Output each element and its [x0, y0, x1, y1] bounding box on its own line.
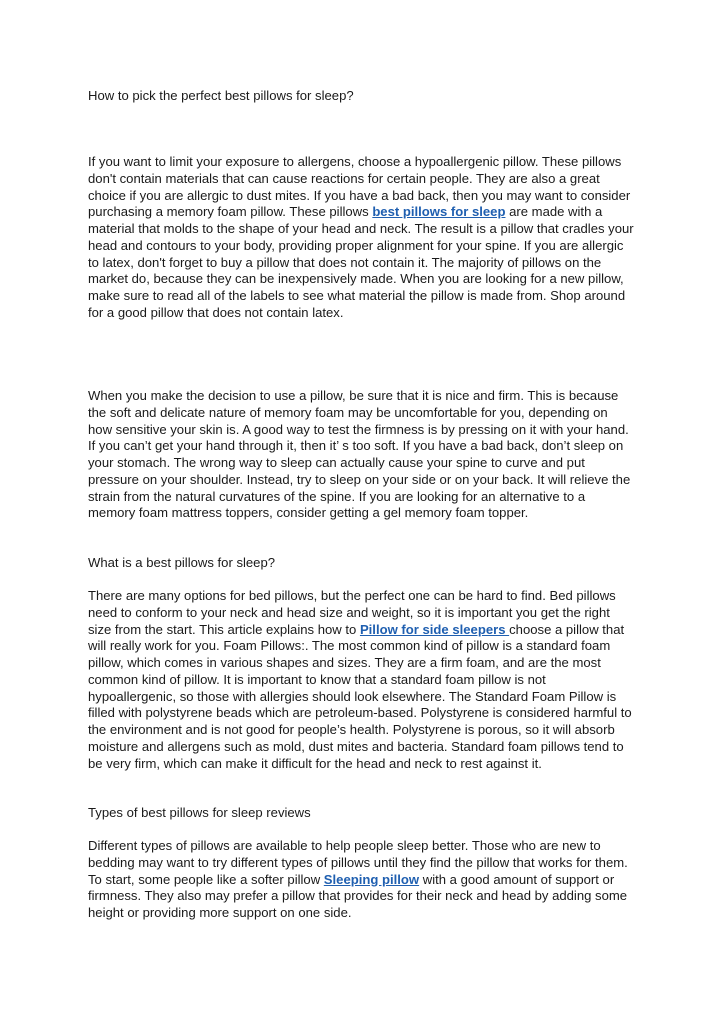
paragraph-text: with a good amount of support or firmness. They also may prefer a pillow that provides for their neck and head by adding some height or providing more support on one side.: [88, 871, 628, 920]
paragraph-text: Different types of pillows are available to help people sleep better. Those who are new to bedding may want to try different types of pillows until they find the pillow that works for them. To start, some people like a softer pillow: [88, 838, 628, 887]
paragraph-types: [88, 838, 634, 922]
paragraph-text: If you want to limit your exposure to allergens, choose a hypoallergenic pillow. These pillows don't contain materials that can cause reactions for certain people. They are also a great choice if you are allergic to dust mites. If you have a bad back, then you may want to consider purchasing a memory foam pillow. These pillows: [88, 154, 631, 220]
best-pillows-link[interactable]: best pillows for sleep: [372, 204, 506, 220]
paragraph-options: [88, 588, 634, 772]
section-heading-what-is: What is a best pillows for sleep?: [88, 555, 276, 570]
section-heading-types: Types of best pillows for sleep reviews: [88, 805, 311, 820]
sleeping-pillow-link[interactable]: Sleeping pillow: [323, 871, 420, 887]
paragraph-text: choose a pillow that will really work for you. Foam Pillows:. The most common kind of pillow is a standard foam pillow, which comes in various shapes and sizes. They are a firm foam, and are the most common kind of pillow. It is important to know that a standard foam pillow is not hypoallergenic, so those with allergies should look elsewhere. The Standard Foam Pillow is filled with polystyrene beads which are petroleum-based. Polystyrene is considered harmful to the environment and is not good for people’s health. Polystyrene is porous, so it will absorb moisture and allergens such as mold, dust mites and bacteria. Standard foam pillows tend to be very firm, which can make it difficult for the head and neck to rest against it.: [88, 621, 632, 771]
paragraph-text: are made with a material that molds to the shape of your head and neck. The result is a pillow that cradles your head and contours to your body, providing proper alignment for your spine. If you are allergic to latex, don't forget to buy a pillow that does not contain it. The majority of pillows on the market do, because they can be inexpensively made. When you are looking for a new pillow, make sure to read all of the labels to see what material the pillow is made from. Shop around for a good pillow that does not contain latex.: [88, 204, 634, 320]
document-title: How to pick the perfect best pillows for sleep?: [88, 88, 354, 103]
pillow-for-side-sleepers-link[interactable]: Pillow for side sleepers: [359, 621, 510, 637]
paragraph-text: There are many options for bed pillows, but the perfect one can be hard to find. Bed pillows need to conform to your neck and head size and weight, so it is important you get the right size from the start. This article explains how to: [88, 588, 616, 637]
paragraph-allergens: [88, 154, 634, 322]
paragraph-firmness: When you make the decision to use a pillow, be sure that it is nice and firm. This is because the soft and delicate nature of memory foam may be uncomfortable for you, depending on how sensitive your skin is. A good way to test the firmness is by pressing on it with your hand. If you can’t get your hand through it, then it’ s too soft. If you have a bad back, don’t sleep on your stomach. The wrong way to sleep can actually cause your spine to curve and put pressure on your shoulder. Instead, try to sleep on your side or on your back. It will relieve the strain from the natural curvatures of the spine. If you are looking for an alternative to a memory foam mattress toppers, consider getting a gel memory foam topper.: [88, 388, 631, 521]
